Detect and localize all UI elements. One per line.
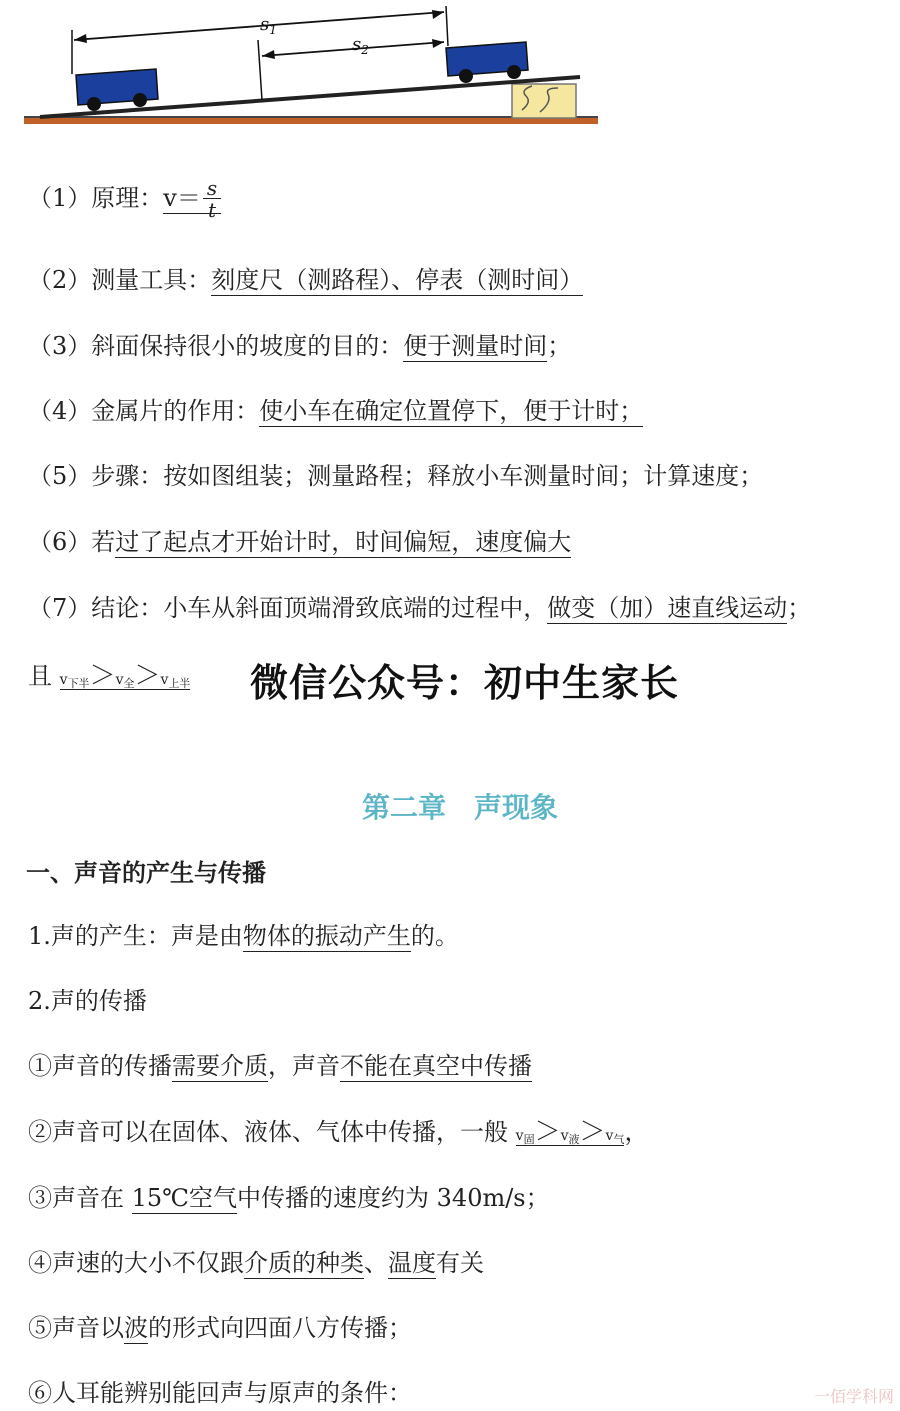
- slope-purpose-line: （3）斜面保持很小的坡度的目的：便于测量时间；: [28, 332, 572, 360]
- cart-bottom: [76, 69, 158, 111]
- chapter-title: 第二章 声现象: [361, 791, 558, 824]
- wood-block: [512, 84, 576, 118]
- tools-line: （2）测量工具：刻度尺（测路程）、停表（测时间）: [28, 266, 584, 294]
- steps-line: （5）步骤：按如图组装；测量路程；释放小车测量时间；计算速度；: [28, 462, 764, 490]
- air-speed-line: ③声音在 15℃空气中传播的速度约为 340m/s；: [28, 1184, 550, 1212]
- wechat-watermark: 微信公众号：初中生家长: [250, 661, 680, 705]
- wave-line: ⑤声音以波的形式向四面八方传播；: [28, 1314, 412, 1342]
- sound-origin-line: 1.声的产生：声是由物体的振动产生的。: [28, 922, 459, 950]
- speed-factors-line: ④声速的大小不仅跟介质的种类、温度有关: [28, 1249, 484, 1277]
- label-s2: $s_2$: [352, 34, 369, 57]
- incline-diagram: [0, 0, 620, 140]
- label-s1: $s_1$: [260, 14, 277, 37]
- conclusion-line: （7）结论：小车从斜面顶端滑致底端的过程中，做变（加）速直线运动；: [28, 594, 812, 622]
- timing-error-line: （6）若过了起点才开始计时，时间偏短，速度偏大: [28, 528, 572, 556]
- fraction-s-over-t: $\frac{s}{t}$: [203, 178, 221, 221]
- ground: [24, 118, 598, 124]
- medium-line: ①声音的传播需要介质，声音不能在真空中传播: [28, 1052, 532, 1080]
- echo-condition-line: ⑥人耳能辨别能回声与原声的条件：: [28, 1379, 412, 1407]
- speed-order-line: ②声音可以在固体、液体、气体中传播，一般 $v_固>v_液>v_气$，: [28, 1117, 649, 1147]
- sound-propagation-heading: 2.声的传播: [28, 987, 147, 1015]
- cart-top: [446, 42, 528, 83]
- section-title: 一、声音的产生与传播: [26, 859, 266, 887]
- corner-logo: 一佰学科网: [813, 1387, 894, 1406]
- principle-line: （1）原理：v＝ $\frac{s}{t}$: [28, 178, 221, 221]
- speed-relation-line: 且 $v_{下半}>v_全>v_{上半}$: [28, 661, 191, 691]
- metal-piece-line: （4）金属片的作用：使小车在确定位置停下，便于计时；: [28, 397, 644, 425]
